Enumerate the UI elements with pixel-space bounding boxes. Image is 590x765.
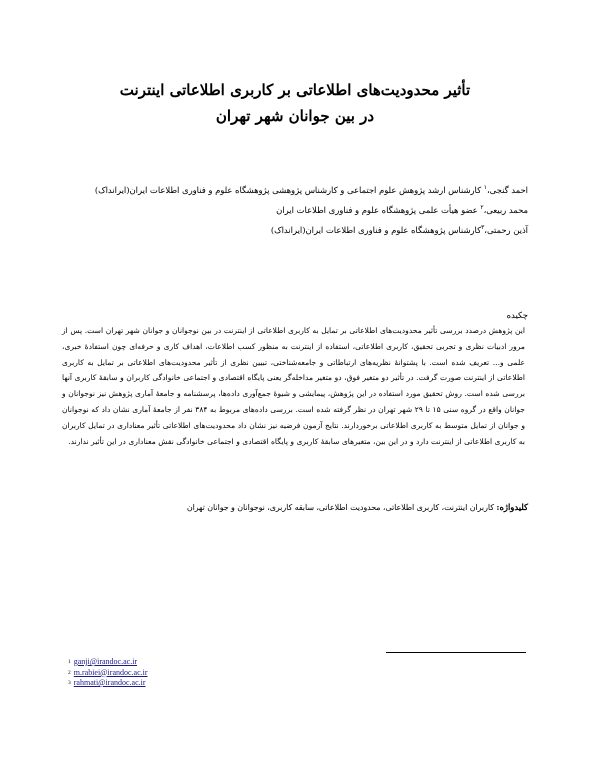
keywords-text: کاربران اینترنت، کاربری اطلاعاتی، محدودیت اطلاعاتی، سابقه کاربری، نوجوانان و جوانان تهران xyxy=(186,503,497,512)
footnote-2-number: 2 xyxy=(68,669,71,676)
keywords xyxy=(65,501,528,514)
footnotes xyxy=(68,657,148,689)
author-3-affiliation: کارشناس پژوهشگاه علوم و فناوری اطلاعات ایران(ایرانداک) xyxy=(270,224,482,235)
footnote-2 xyxy=(68,668,148,679)
author-1-affiliation: کارشناس ارشد پژوهش علوم اجتماعی و کارشناس پژوهشی پژوهشگاه علوم و فناوری اطلاعات ایران(ایرانداک) xyxy=(94,184,484,195)
author-2-sup: ۲ xyxy=(480,204,484,211)
author-1 xyxy=(48,182,528,196)
author-1-sup: ۱ xyxy=(483,184,487,191)
paper-title-line-1: تأثیر محدودیت‌های اطلاعاتی بر کاربری اطلاعاتی اینترنت xyxy=(119,81,471,99)
footnote-3-email-link[interactable]: rahmati@irandoc.ac.ir xyxy=(73,678,146,687)
keywords-label: کلیدواژه: xyxy=(496,502,528,512)
footnote-3-number: 3 xyxy=(68,680,71,686)
paper-title-line-2: در بین جوانان شهر تهران xyxy=(215,107,375,125)
abstract-heading: چکیده xyxy=(506,311,528,321)
footnote-1-email-link[interactable]: ganji@irandoc.ac.ir xyxy=(73,657,138,666)
footnote-1-number: 1 xyxy=(68,659,71,665)
author-3-sup: ۳ xyxy=(481,224,485,231)
footnote-2-email-link[interactable]: m.rabiei@irandoc.ac.ir xyxy=(73,667,148,677)
author-3 xyxy=(48,222,528,236)
author-2 xyxy=(48,202,528,216)
footnote-divider xyxy=(386,652,526,653)
abstract-body: این پژوهش درصدد بررسی تأثیر محدودیت‌های اطلاعاتی بر تمایل به کاربری اطلاعاتی از اینترنت در بین نوجوانان و جوانان شهر تهران است. پس از مرور ادبیات نظری و تجربی تحقیق، کاربری اطلاعاتی، استفاده از اینترنت به منظور کسب اطلاعات، اهداف کاری و حرفه‌ای چون استفادهٔ خبری، علمی و... تعریف شده است. با پشتوانهٔ نظریه‌های ارتباطاتی و جامعه‌شناختی، تبیین نظری از تأثیر محدودیت‌های اطلاعاتی بر تمایل به کاربری اطلاعاتی از اینترنت صورت گرفت. در تأثیر دو متغیر فوق، دو متغیر مداخله‌گر یعنی پایگاه اقتصادی و اجتماعی خانوادگی کاربران و سابقهٔ کاربری آنها بررسی شده است. روش تحقیق مورد استفاده در این پژوهش، پیمایشی و شیوهٔ جمع‌آوری داده‌ها، پرسشنامه و جامعهٔ آماری پژوهش نیز نوجوانان و جوانان واقع در گروه سنی ۱۵ تا ۲۹ شهر تهران در نظر گرفته شده است. بررسی داده‌های مربوط به ۳۸۴ نفر از جامعهٔ آماری نشان داد که نوجوانان و جوانان از تمایل متوسط به کاربری اطلاعاتی برخوردارند. نتایج آزمون فرضیه نیز نشان داد محدودیت‌های اطلاعاتی تأثیر معناداری در تمایل کاربران به کاربری اطلاعاتی از اینترنت دارد و در این بین، متغیرهای سابقهٔ کاربری و پایگاه اقتصادی و اجتماعی خانوادگی نقش معناداری در این تأثیر ندارند. xyxy=(62,326,526,446)
author-2-affiliation: عضو هیأت علمی پژوهشگاه علوم و فناوری اطلاعات ایران xyxy=(276,204,481,215)
footnote-3 xyxy=(68,678,148,689)
author-3-name: آذین رحمتی، xyxy=(484,224,528,235)
footnote-1 xyxy=(68,657,148,668)
author-2-name: محمد ربیعی، xyxy=(483,204,528,215)
author-1-name: احمد گنجی، xyxy=(486,184,528,195)
